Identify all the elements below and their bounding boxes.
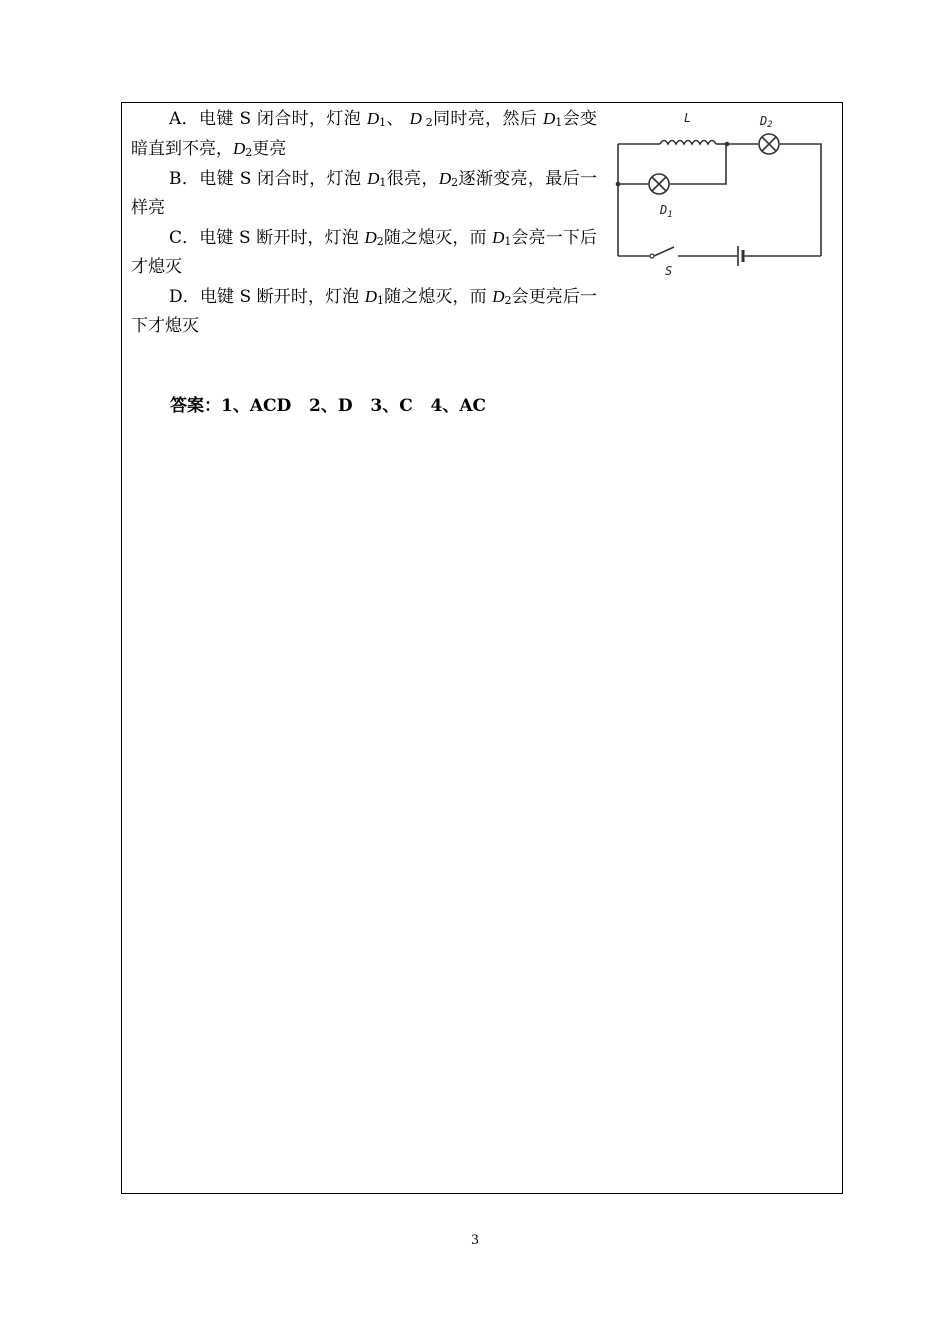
inductor-label: L [684,111,692,125]
question-options [131,104,597,341]
junction-dot-left [616,182,621,187]
lamp2-label: D2 [760,114,773,130]
option-d: D．电键 S 断开时，灯泡 $D_1$随之熄灭，而 $D_2$会更亮后一下才熄灭 [131,287,598,336]
option-b: B．电键 S 闭合时，灯泡 $D_1$很亮，$D_2$逐渐变亮，最后一样亮 [131,169,597,218]
page-number: 3 [471,1232,479,1248]
circuit-diagram [610,106,830,282]
answer-line: 答案：1、ACD 2、D 3、C 4、AC [170,396,487,416]
switch-lever [654,247,674,256]
switch-label: S [665,264,673,278]
wire-right [780,144,821,256]
option-c: C．电键 S 断开时，灯泡 $D_2$随之熄灭，而 $D_1$会亮一下后才熄灭 [131,228,597,277]
lamp1-label: $D_1$ [660,203,673,220]
option-a: A．电键 S 闭合时，灯泡 $D_1$、 D $_2$同时亮，然后 $D_1$会变暗直到不亮，$D_2$更亮 [131,109,597,159]
switch-pivot [650,254,654,258]
junction-dot-right [725,142,730,147]
wire-branch-right [670,144,726,184]
inductor-coil [660,141,716,145]
